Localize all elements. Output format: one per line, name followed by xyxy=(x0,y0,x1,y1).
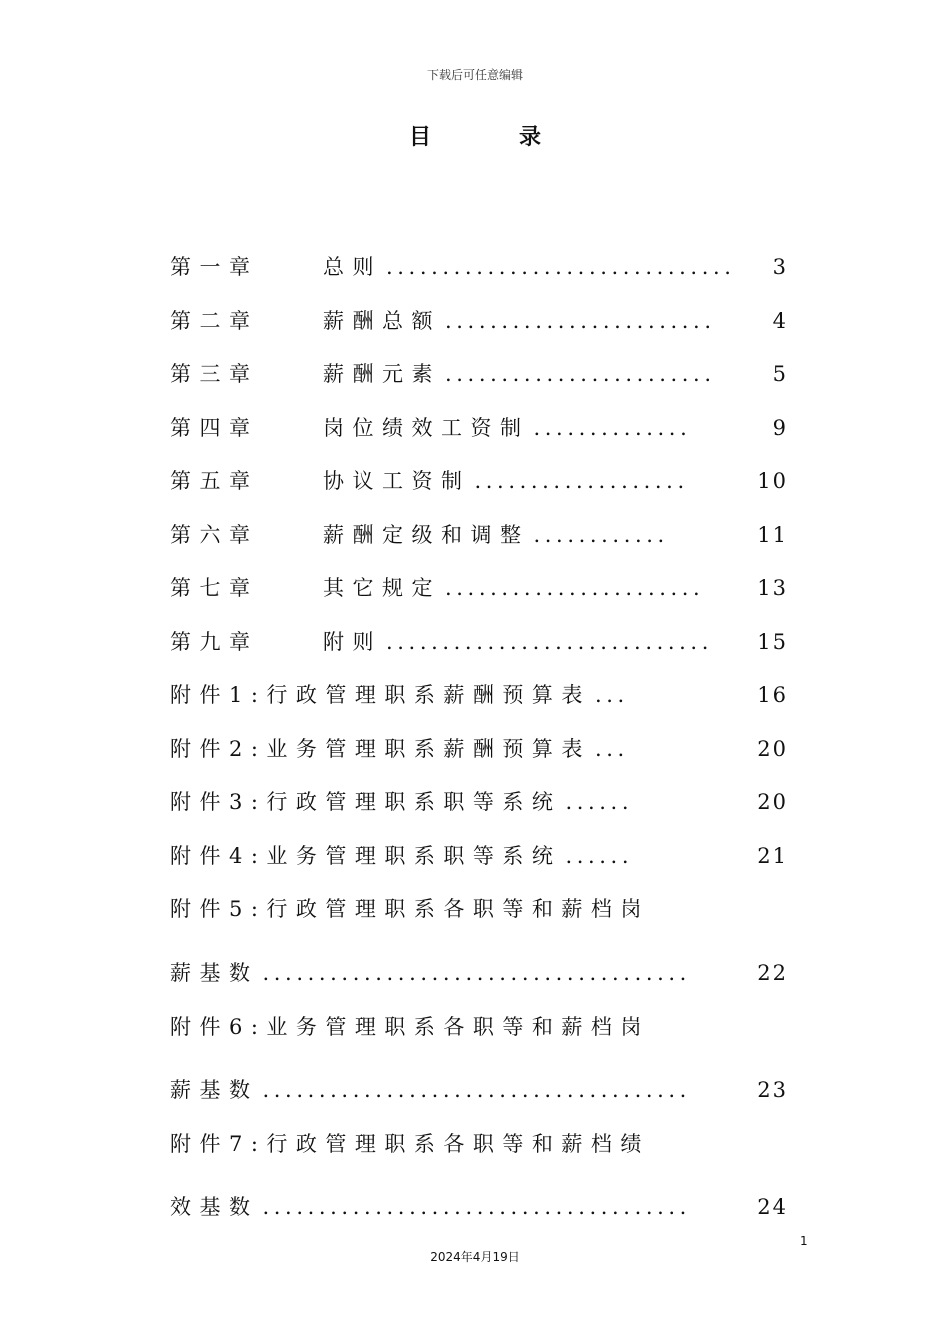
toc-leader-dots: ...................................... xyxy=(262,1195,691,1219)
toc-leader-dots: ........................ xyxy=(445,362,716,386)
toc-entry[interactable] xyxy=(170,359,800,389)
toc-page-number: 9 xyxy=(772,416,788,440)
toc-title: 薪酬总额 xyxy=(323,309,441,333)
toc-entry[interactable] xyxy=(170,252,800,282)
toc-leader-dots: ... xyxy=(594,737,629,761)
toc-page-number: 20 xyxy=(757,737,788,761)
toc-title: 协议工资制 xyxy=(323,469,471,493)
toc-leader-dots: ...... xyxy=(565,790,634,814)
toc-page-number: 15 xyxy=(757,630,788,654)
header-note: 下载后可任意编辑 xyxy=(426,68,523,82)
toc-entry[interactable] xyxy=(170,520,800,550)
toc-leader-dots: ............................... xyxy=(386,255,736,279)
toc-entry[interactable] xyxy=(170,894,800,924)
toc-page-number: 23 xyxy=(757,1078,788,1102)
toc-chapter: 第五章 xyxy=(170,469,259,493)
toc-chapter: 第六章 xyxy=(170,523,259,547)
toc-title: 附件3:行政管理职系职等系统 xyxy=(170,790,562,814)
toc-chapter: 第二章 xyxy=(170,309,259,333)
toc-leader-dots: ...................................... xyxy=(262,961,691,985)
toc-page-number: 11 xyxy=(757,523,788,547)
toc-title: 附件7:行政管理职系各职等和薪档绩 xyxy=(170,1132,650,1156)
toc-leader-dots: ...................................... xyxy=(262,1078,691,1102)
toc-entry[interactable] xyxy=(170,573,800,603)
toc-chapter: 第一章 xyxy=(170,255,259,279)
toc-leader-dots: ....................... xyxy=(445,576,705,600)
toc-entry[interactable] xyxy=(170,1012,800,1042)
toc-title: 岗位绩效工资制 xyxy=(323,416,530,440)
toc-chapter: 第九章 xyxy=(170,630,259,654)
toc-page-number: 24 xyxy=(757,1195,788,1219)
toc-title: 附件4:业务管理职系职等系统 xyxy=(170,844,562,868)
toc-title: 其它规定 xyxy=(323,576,441,600)
toc-entry[interactable] xyxy=(170,1075,800,1105)
toc-page-number: 20 xyxy=(757,790,788,814)
toc-title: 附件1:行政管理职系薪酬预算表 xyxy=(170,683,591,707)
toc-page-number: 21 xyxy=(757,844,788,868)
toc-leader-dots: ............................. xyxy=(386,630,713,654)
toc-title: 效基数 xyxy=(170,1195,259,1219)
footer-date: 2024年4月19日 xyxy=(430,1250,520,1264)
toc-entry[interactable] xyxy=(170,627,800,657)
toc-entry[interactable] xyxy=(170,1192,800,1222)
toc-leader-dots: ........................ xyxy=(445,309,716,333)
toc-entry[interactable] xyxy=(170,1129,800,1159)
toc-title: 薪基数 xyxy=(170,1078,259,1102)
toc-page-number: 16 xyxy=(757,683,788,707)
toc-chapter: 第三章 xyxy=(170,362,259,386)
toc-entry[interactable] xyxy=(170,413,800,443)
toc-chapter: 第四章 xyxy=(170,416,259,440)
toc-title: 附则 xyxy=(323,630,382,654)
toc-leader-dots: .............. xyxy=(533,416,692,440)
toc-title: 薪酬定级和调整 xyxy=(323,523,530,547)
toc-page-number: 22 xyxy=(757,961,788,985)
toc-page-number: 4 xyxy=(772,309,788,333)
toc-page-number: 5 xyxy=(772,362,788,386)
toc-entry[interactable] xyxy=(170,680,800,710)
toc-leader-dots: ...... xyxy=(565,844,634,868)
toc-page-number: 3 xyxy=(772,255,788,279)
toc-leader-dots: ................... xyxy=(474,469,689,493)
toc-leader-dots: ... xyxy=(594,683,629,707)
toc-entry[interactable] xyxy=(170,466,800,496)
toc-page-number: 10 xyxy=(757,469,788,493)
toc-leader-dots: ............ xyxy=(533,523,669,547)
toc-page-number: 13 xyxy=(757,576,788,600)
toc-title: 附件5:行政管理职系各职等和薪档岗 xyxy=(170,897,650,921)
toc-title: 附件6:业务管理职系各职等和薪档岗 xyxy=(170,1015,650,1039)
toc-entry[interactable] xyxy=(170,787,800,817)
page-number: 1 xyxy=(800,1234,808,1248)
toc-title: 附件2:业务管理职系薪酬预算表 xyxy=(170,737,591,761)
toc-chapter: 第七章 xyxy=(170,576,259,600)
toc-title: 总则 xyxy=(323,255,382,279)
toc-entry[interactable] xyxy=(170,841,800,871)
page-title: 目录 xyxy=(408,125,629,150)
toc-entry[interactable] xyxy=(170,734,800,764)
toc-title: 薪基数 xyxy=(170,961,259,985)
toc-entry[interactable] xyxy=(170,958,800,988)
toc-entry[interactable] xyxy=(170,306,800,336)
toc-title: 薪酬元素 xyxy=(323,362,441,386)
